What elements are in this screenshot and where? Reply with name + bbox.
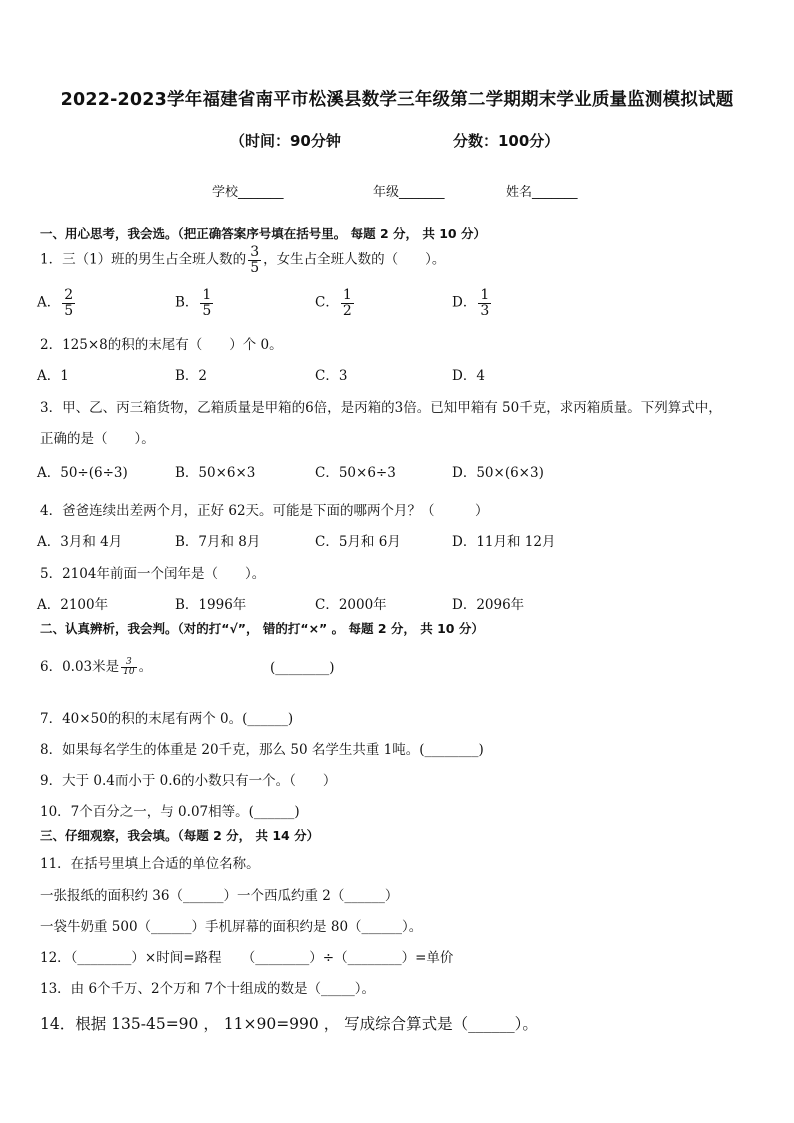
option-label: C．	[315, 294, 339, 311]
question-10: 10．7个百分之一，与 0.07相等。(______)	[40, 804, 300, 820]
question-1-text-post: ，女生占全班人数的（ ）。	[263, 251, 446, 268]
grade-field: 年级_______	[373, 185, 445, 200]
question-2-option-d: D．4	[452, 368, 485, 384]
option-denominator: 2	[342, 302, 352, 319]
option-label: B．	[175, 294, 199, 311]
question-14: 14．根据 135-45=90 ， 11×90=990 ， 写成综合算式是（______）。	[40, 1015, 538, 1033]
question-1-fraction	[248, 245, 261, 275]
question-4-option-c: C．5月和 6月	[315, 534, 401, 550]
option-label: A．	[37, 294, 61, 311]
question-2-option-b: B．2	[175, 368, 208, 384]
question-5-option-d: D．2096年	[452, 597, 525, 613]
question-7: 7．40×50的积的末尾有两个 0。(______)	[40, 711, 294, 727]
question-12: 12．（________）×时间=路程 （________）÷（________）=单价	[40, 950, 454, 966]
option-fraction	[478, 288, 491, 318]
question-4-option-a: A．3月和 4月	[37, 534, 123, 550]
score-label: 分数：100分）	[453, 132, 560, 150]
question-1-fraction-denominator: 5	[250, 259, 260, 276]
question-4-option-d: D．11月和 12月	[452, 534, 556, 550]
exam-title: 2022-2023学年福建省南平市松溪县数学三年级第二学期期末学业质量监测模拟试题	[60, 90, 734, 110]
question-1-fraction-numerator: 3	[250, 244, 260, 260]
option-numerator: 2	[64, 287, 74, 303]
school-field: 学校_______	[212, 185, 284, 200]
question-3-option-d: D．50×(6×3)	[452, 465, 544, 481]
question-6-text-pre: 6．0.03米是	[40, 659, 120, 675]
question-6-text-post: 。	[138, 659, 153, 675]
question-2-option-a: A．1	[37, 368, 69, 384]
question-3-option-b: B．50×6×3	[175, 465, 256, 481]
question-13: 13．由 6个千万、2个万和 7个十组成的数是（_____）。	[40, 981, 376, 997]
name-field: 姓名_______	[506, 185, 578, 200]
option-numerator: 1	[342, 287, 352, 303]
question-2-option-c: C．3	[315, 368, 348, 384]
question-6-fraction	[121, 658, 136, 678]
question-6-answer-blank[interactable]: (________)	[270, 660, 335, 676]
option-fraction	[62, 288, 75, 318]
question-11-line-a: 一张报纸的面积约 36（______）一个西瓜约重 2（______）	[40, 888, 399, 904]
option-numerator: 1	[480, 287, 490, 303]
question-3-line-2: 正确的是（ ）。	[40, 431, 155, 447]
question-5-option-c: C．2000年	[315, 597, 387, 613]
question-5: 5．2104年前面一个闰年是（ ）。	[40, 566, 266, 582]
section-1-heading: 一、用心思考，我会选。（把正确答案序号填在括号里。 每题 2 分， 共 10 分）	[40, 226, 486, 241]
question-4-option-b: B．7月和 8月	[175, 534, 261, 550]
question-8: 8．如果每名学生的体重是 20千克，那么 50 名学生共重 1吨。(________)	[40, 742, 484, 758]
question-3-line-1: 3．甲、乙、丙三箱货物，乙箱质量是甲箱的6倍，是丙箱的3倍。已知甲箱有 50千克，求丙箱质量。下列算式中，	[40, 400, 722, 416]
question-3-option-a: A．50÷(6÷3)	[37, 465, 128, 481]
option-label: D．	[452, 294, 477, 311]
question-1-option-a	[37, 288, 77, 318]
section-2-heading: 二、认真辨析，我会判。（对的打“√”， 错的打“×” 。 每题 2 分， 共 10 分）	[40, 621, 484, 636]
option-fraction	[200, 288, 213, 318]
question-6	[40, 655, 152, 677]
question-1-option-c	[315, 288, 356, 318]
section-3-heading: 三、仔细观察，我会填。（每题 2 分， 共 14 分）	[40, 828, 320, 843]
question-11-line-b: 一袋牛奶重 500（______）手机屏幕的面积约是 80（______）。	[40, 919, 423, 935]
question-1-text-pre: 1．三（1）班的男生占全班人数的	[40, 251, 247, 268]
option-fraction	[341, 288, 354, 318]
question-4: 4．爸爸连续出差两个月，正好 62天。可能是下面的哪两个月？（ ）	[40, 503, 489, 519]
question-11: 11．在括号里填上合适的单位名称。	[40, 856, 260, 872]
time-label: （时间：90分钟	[230, 132, 341, 150]
question-1	[40, 245, 445, 275]
question-5-option-b: B．1996年	[175, 597, 247, 613]
question-3-option-c: C．50×6÷3	[315, 465, 396, 481]
option-denominator: 3	[480, 302, 490, 319]
question-9: 9．大于 0.4而小于 0.6的小数只有一个。（ ）	[40, 773, 337, 789]
question-2: 2．125×8的积的末尾有（ ）个 0。	[40, 337, 283, 353]
question-6-fraction-denominator: 10	[123, 667, 135, 677]
option-denominator: 5	[202, 302, 212, 319]
option-denominator: 5	[64, 302, 74, 319]
option-numerator: 1	[202, 287, 212, 303]
question-5-option-a: A．2100年	[37, 597, 109, 613]
question-6-fraction-numerator: 3	[126, 656, 132, 667]
question-1-option-b	[175, 288, 215, 318]
question-1-option-d	[452, 288, 493, 318]
